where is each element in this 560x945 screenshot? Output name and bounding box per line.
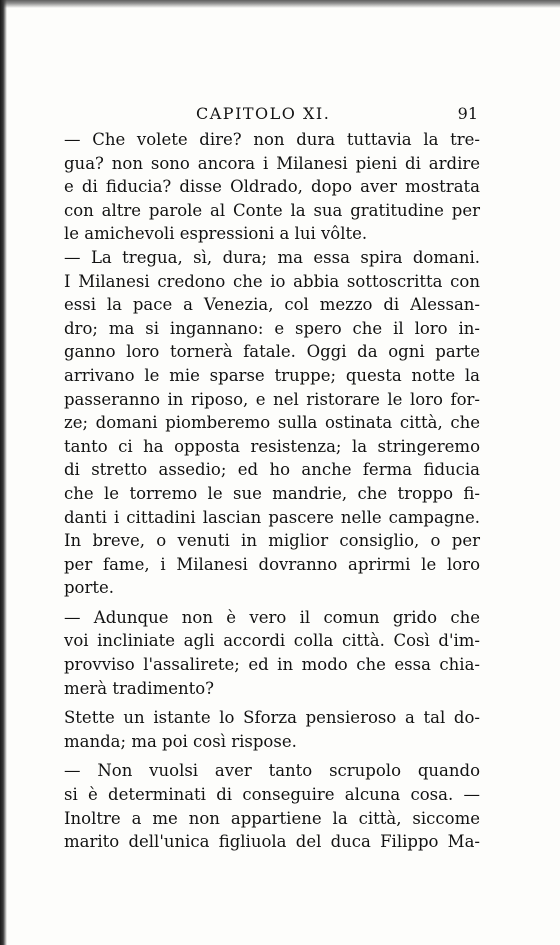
text-line: ze; domani piomberemo sulla ostinata città, che [64, 413, 480, 433]
text-line: per fame, i Milanesi dovranno aprirmi le loro [64, 554, 480, 574]
text-line: I Milanesi credono che io abbia sottoscritta con [64, 271, 480, 291]
paragraph [64, 706, 480, 753]
text-line: porte. [64, 578, 115, 598]
text-line: dro; ma si ingannano: e spero che il loro in- [64, 318, 480, 338]
text-line: — Non vuolsi aver tanto scrupolo quando [64, 761, 480, 781]
text-line: ganno loro tornerà fatale. Oggi da ogni parte [64, 342, 480, 362]
text-line: tanto ci ha opposta resistenza; la stringeremo [64, 436, 480, 456]
text-line: di stretto assedio; ed ho anche ferma fiducia [64, 460, 480, 480]
text-line: le amichevoli espressioni a lui vôlte. [64, 224, 368, 244]
text-line: provviso l'assalirete; ed in modo che essa chia- [64, 655, 480, 675]
text-line: — La tregua, sì, dura; ma essa spira domani. [64, 247, 480, 267]
paragraph [64, 759, 480, 853]
text-line: merà tradimento? [64, 678, 215, 698]
text-line: con altre parole al Conte la sua gratitudine per [64, 200, 480, 220]
text-line: danti i cittadini lascian pascere nelle campagne. [64, 507, 480, 527]
text-line: passeranno in riposo, e nel ristorare le loro for- [64, 389, 480, 409]
scan-top-edge-shadow [0, 0, 560, 8]
paragraph [64, 606, 480, 700]
text-body [64, 128, 480, 854]
running-header [66, 104, 480, 128]
text-line: voi incliniate agli accordi colla città. Così d'im- [64, 631, 480, 651]
paragraph [64, 128, 480, 246]
text-line: manda; ma poi così rispose. [64, 731, 297, 751]
text-line: — Che volete dire? non dura tuttavia la tre- [64, 130, 480, 149]
text-line: In breve, o venuti in miglior consiglio, o per [64, 531, 480, 551]
text-line: essi la pace a Venezia, col mezzo di Alessan- [64, 295, 480, 315]
paragraph [64, 246, 480, 600]
text-line: gua? non sono ancora i Milanesi pieni di ardire [64, 153, 480, 173]
text-line: Inoltre a me non appartiene la città, siccome [64, 808, 480, 828]
text-line: arrivano le mie sparse truppe; questa notte la [64, 365, 480, 385]
text-line: Stette un istante lo Sforza pensieroso a tal do- [64, 708, 480, 728]
scan-binding-shadow [0, 0, 7, 945]
page-number: 91 [457, 104, 478, 123]
chapter-title: CAPITOLO XI. [196, 104, 331, 123]
text-line: si è determinati di conseguire alcuna cosa. — [64, 785, 480, 805]
text-line: e di fiducia? disse Oldrado, dopo aver mostrata [64, 177, 480, 197]
text-line: — Adunque non è vero il comun grido che [64, 607, 480, 627]
text-line: marito dell'unica figliuola del duca Filippo Ma- [64, 832, 480, 852]
text-line: che le torremo le sue mandrie, che troppo fi- [64, 483, 480, 503]
